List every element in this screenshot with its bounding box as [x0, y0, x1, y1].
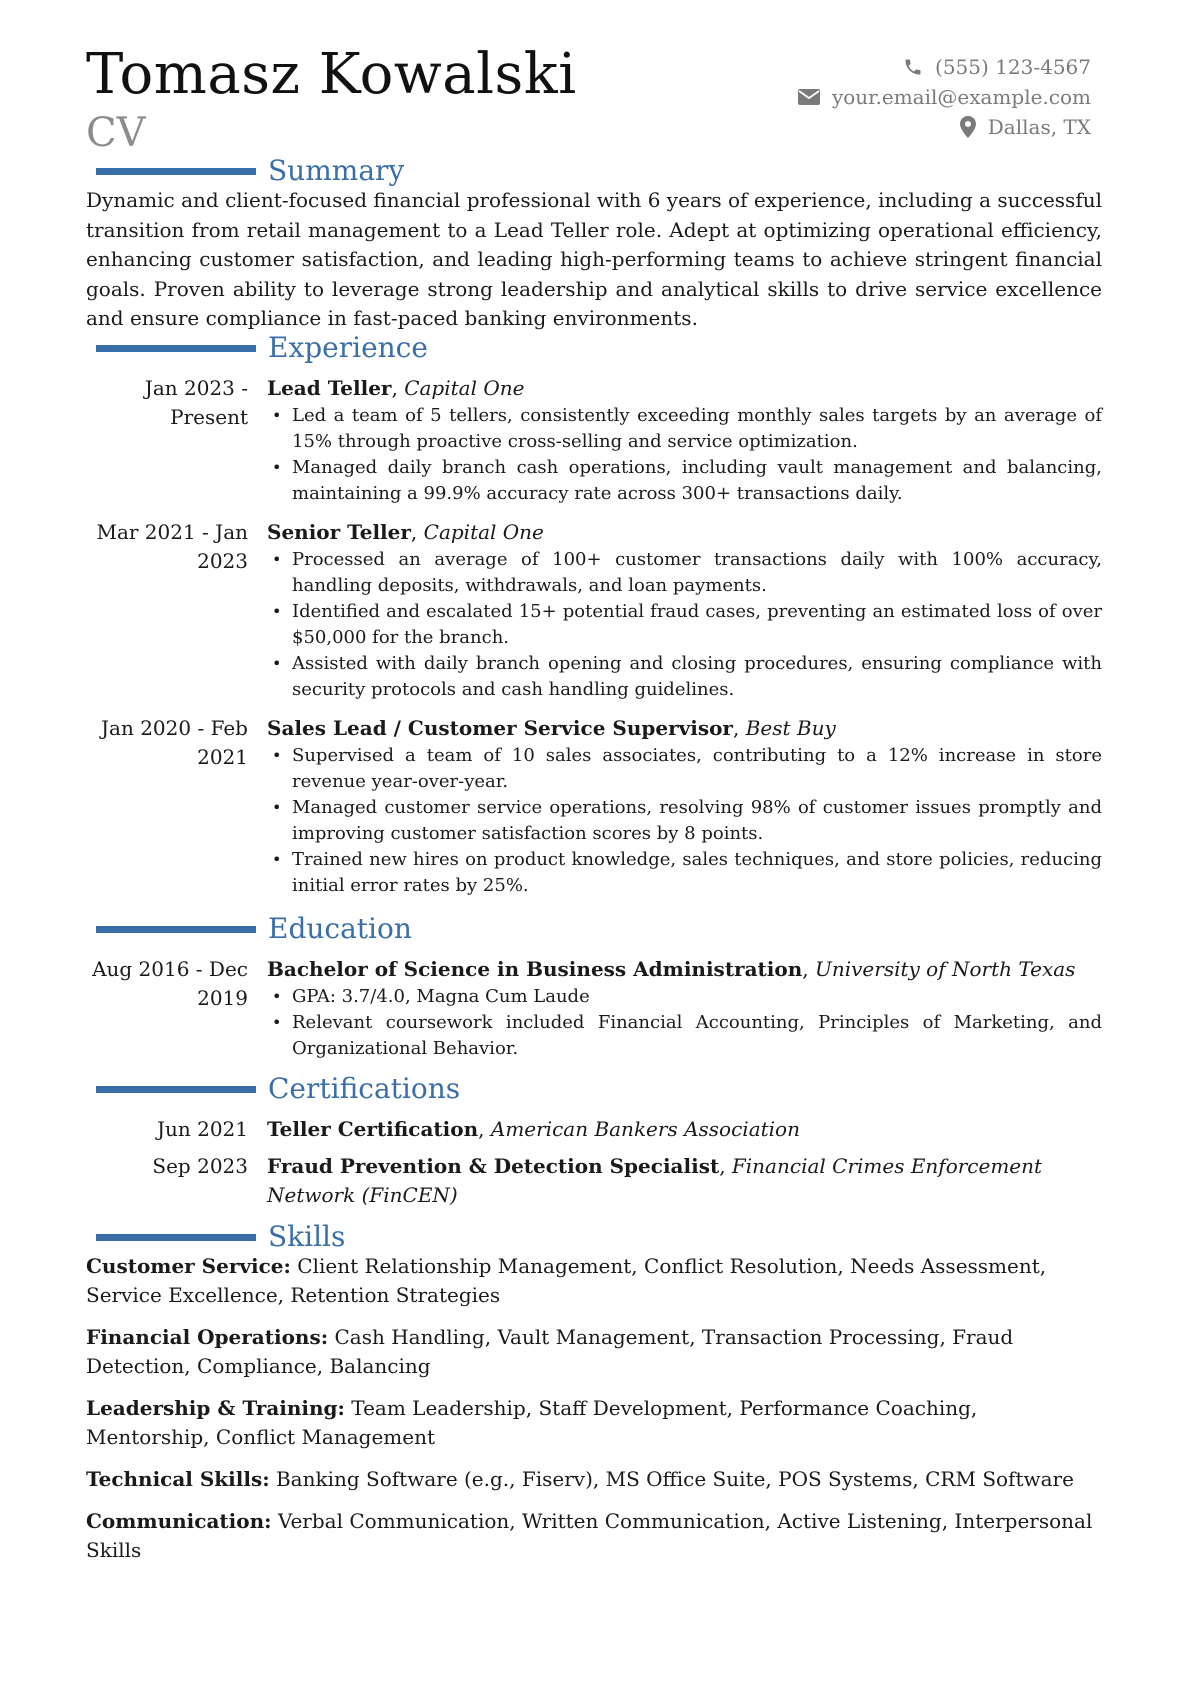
certifications-section-header — [96, 1071, 460, 1107]
entry-org: Capital One — [404, 376, 525, 400]
entry-heading: Teller Certification, American Bankers Association — [267, 1117, 800, 1141]
bullet-item: • Processed an average of 100+ customer transactions daily with 100% accuracy, handling deposits, withdrawals, and loan payments. — [267, 547, 1102, 599]
contact-block — [798, 52, 1091, 142]
entry-org: Capital One — [423, 520, 544, 544]
experience-section-header — [96, 330, 428, 366]
envelope-icon — [798, 89, 820, 105]
entry-date: Jan 2020 - Feb 2021 — [101, 716, 248, 769]
contact-location — [798, 112, 1091, 142]
entry-bullets — [267, 547, 1102, 703]
entry-bullets — [267, 984, 1102, 1062]
section-rule — [96, 168, 256, 175]
location-text: Dallas, TX — [987, 115, 1091, 139]
email-address: your.email@example.com — [831, 85, 1091, 109]
contact-phone[interactable] — [798, 52, 1091, 82]
section-title: Experience — [268, 331, 428, 364]
phone-number: (555) 123-4567 — [935, 55, 1091, 79]
section-title: Summary — [268, 154, 405, 187]
skill-group — [86, 1465, 1102, 1494]
entry-org: Best Buy — [745, 716, 836, 740]
phone-icon — [903, 57, 923, 77]
bullet-item: • Identified and escalated 15+ potential fraud cases, preventing an estimated loss of over $50,000 for the branch. — [267, 599, 1102, 651]
skill-group — [86, 1507, 1102, 1565]
skill-category: Financial Operations: — [86, 1325, 329, 1349]
entry-org: University of North Texas — [814, 957, 1076, 981]
bullet-item: • Led a team of 5 tellers, consistently exceeding monthly sales targets by an average of 15% through proactive cross-selling and service optimization. — [267, 403, 1102, 455]
skill-category: Customer Service: — [86, 1254, 291, 1278]
section-rule — [96, 1234, 256, 1241]
entry-heading: Bachelor of Science in Business Administration, University of North Texas — [267, 957, 1076, 981]
entry-heading: Senior Teller, Capital One — [267, 520, 544, 544]
entry-role: Teller Certification — [267, 1117, 479, 1141]
section-title: Education — [268, 912, 412, 945]
entry-role: Fraud Prevention & Detection Specialist — [267, 1154, 720, 1178]
skill-group — [86, 1252, 1102, 1310]
section-title: Skills — [268, 1220, 346, 1253]
contact-email[interactable] — [798, 82, 1091, 112]
summary-text: Dynamic and client-focused financial professional with 6 years of experience, including a successful transition from retail management to a Lead Teller role. Adept at optimizing operational efficiency, enhancing customer satisfaction, and leading high-performing teams to achieve stringent financial goals. Proven ability to leverage strong leadership and analytical skills to drive service excellence and ensure compliance in fast-paced banking environments. — [86, 188, 1102, 330]
section-rule — [96, 926, 256, 933]
entry-date: Aug 2016 - Dec 2019 — [92, 957, 248, 1010]
entry-heading: Sales Lead / Customer Service Supervisor, Best Buy — [267, 716, 836, 740]
map-marker-icon — [960, 116, 976, 138]
entry-org: Financial Crimes Enforcement Network (FinCEN) — [267, 1154, 1043, 1207]
skill-category: Leadership & Training: — [86, 1396, 345, 1420]
section-rule — [96, 345, 256, 352]
skill-items: Banking Software (e.g., Fiserv), MS Office Suite, POS Systems, CRM Software — [275, 1467, 1074, 1491]
bullet-item: • Supervised a team of 10 sales associates, contributing to a 12% increase in store revenue year-over-year. — [267, 743, 1102, 795]
bullet-item: • Relevant coursework included Financial Accounting, Principles of Marketing, and Organizational Behavior. — [267, 1010, 1102, 1062]
bullet-item: • Assisted with daily branch opening and closing procedures, ensuring compliance with security protocols and cash handling guidelines. — [267, 651, 1102, 703]
section-rule — [96, 1086, 256, 1093]
skill-items: Team Leadership, Staff Development, Performance Coaching, Mentorship, Conflict Management — [86, 1396, 978, 1449]
skill-items: Client Relationship Management, Conflict Resolution, Needs Assessment, Service Excellence, Retention Strategies — [86, 1254, 1047, 1307]
entry-heading: Fraud Prevention & Detection Specialist, Financial Crimes Enforcement Network (FinCEN) — [267, 1154, 1043, 1207]
section-title: Certifications — [268, 1072, 461, 1105]
bullet-item: • GPA: 3.7/4.0, Magna Cum Laude — [267, 984, 1102, 1010]
entry-role: Lead Teller — [267, 376, 392, 400]
entry-bullets — [267, 403, 1102, 507]
skills-list — [86, 1252, 1102, 1578]
entry-bullets — [267, 743, 1102, 899]
skills-section-header — [96, 1219, 345, 1255]
bullet-item: • Managed customer service operations, resolving 98% of customer issues promptly and improving customer satisfaction scores by 8 points. — [267, 795, 1102, 847]
entry-org: American Bankers Association — [490, 1117, 800, 1141]
entry-date: Mar 2021 - Jan 2023 — [96, 520, 248, 573]
entry-role: Sales Lead / Customer Service Supervisor — [267, 716, 733, 740]
entry-date: Sep 2023 — [152, 1154, 248, 1178]
entry-role: Senior Teller — [267, 520, 411, 544]
skill-group — [86, 1394, 1102, 1452]
person-name: Tomasz Kowalski — [86, 42, 577, 107]
summary-section-header — [96, 153, 404, 189]
entry-role: Bachelor of Science in Business Administration — [267, 957, 803, 981]
skill-group — [86, 1323, 1102, 1381]
document-type: CV — [86, 110, 146, 156]
entry-heading: Lead Teller, Capital One — [267, 376, 525, 400]
skill-items: Verbal Communication, Written Communication, Active Listening, Interpersonal Skills — [86, 1509, 1093, 1562]
bullet-item: • Managed daily branch cash operations, including vault management and balancing, maintaining a 99.9% accuracy rate across 300+ transactions daily. — [267, 455, 1102, 507]
skill-items: Cash Handling, Vault Management, Transaction Processing, Fraud Detection, Compliance, Balancing — [86, 1325, 1014, 1378]
skill-category: Communication: — [86, 1509, 272, 1533]
skill-category: Technical Skills: — [86, 1467, 270, 1491]
bullet-item: • Trained new hires on product knowledge, sales techniques, and store policies, reducing initial error rates by 25%. — [267, 847, 1102, 899]
education-section-header — [96, 911, 412, 947]
entry-date: Jun 2021 — [156, 1117, 248, 1141]
entry-date: Jan 2023 - Present — [144, 376, 248, 429]
